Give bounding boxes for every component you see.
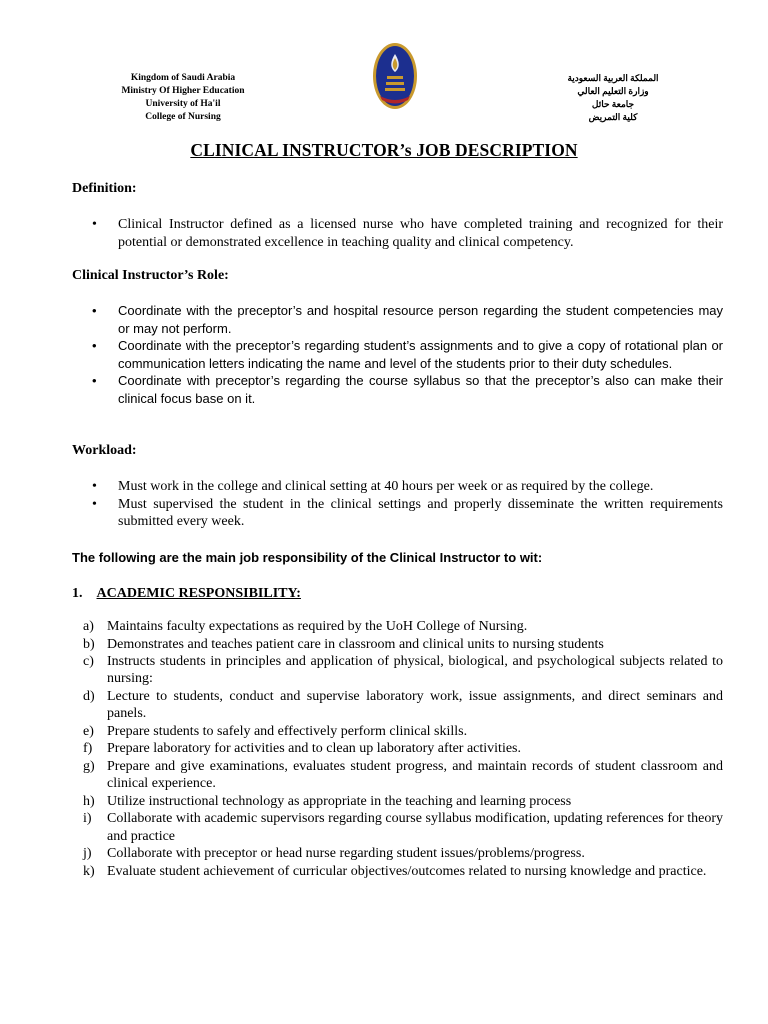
responsibility-item	[72, 618, 723, 635]
header-right-line: وزارة التعليم العالي	[577, 86, 649, 96]
role-item-text: Coordinate with preceptor’s regarding the course syllabus so that the preceptor’s also can make their clinical focus base on it.	[118, 373, 723, 406]
header-left-line: University of Ha'il	[145, 99, 221, 109]
responsibility-item	[72, 810, 723, 844]
item-letter: f)	[83, 741, 93, 757]
item-text: Instructs students in principles and application of physical, biological, and psychological subjects related to nursing:	[107, 654, 723, 687]
header-right-line: كلية التمريض	[588, 112, 638, 122]
item-letter: c)	[83, 654, 94, 670]
item-letter: d)	[83, 688, 95, 704]
responsibility-item	[72, 653, 723, 687]
bullet-icon: •	[92, 373, 97, 388]
header-left-line: College of Nursing	[145, 112, 221, 122]
bullet-icon: •	[92, 338, 97, 353]
item-letter: a)	[83, 619, 94, 634]
header-right-block	[548, 72, 678, 124]
header-left-line: Kingdom of Saudi Arabia	[130, 73, 236, 83]
section-number: 1.	[72, 586, 83, 601]
responsibility-item	[72, 863, 723, 880]
role-item-text: Coordinate with the preceptor’s regarding student’s assignments and to give a copy of rotational plan or communication letters indicating the name and level of the students prior to their duty schedules.	[118, 338, 723, 371]
responsibility-item	[72, 793, 723, 810]
item-text: Maintains faculty expectations as required by the UoH College of Nursing.	[107, 619, 528, 634]
responsibility-item	[72, 636, 723, 653]
bullet-icon: •	[92, 496, 97, 512]
item-text: Collaborate with academic supervisors regarding course syllabus modification, updating references for theory and practice	[107, 811, 723, 844]
responsibility-item	[72, 688, 723, 722]
workload-item	[72, 478, 723, 496]
role-item	[72, 337, 723, 372]
header-right-line: جامعة حائل	[591, 99, 635, 109]
responsibility-item	[72, 723, 723, 740]
bullet-icon: •	[92, 479, 97, 494]
responsibility-item	[72, 740, 723, 757]
academic-responsibility-heading	[72, 586, 301, 602]
role-item	[72, 372, 723, 407]
main-responsibility-intro: The following are the main job responsibility of the Clinical Instructor to wit:	[72, 550, 543, 565]
responsibility-item	[72, 845, 723, 862]
responsibility-item	[72, 758, 723, 792]
role-list	[72, 302, 723, 407]
item-letter: g)	[83, 758, 95, 774]
workload-item-text: Must supervised the student in the clinical settings and properly disseminate the written requirements submitted every week.	[118, 496, 723, 529]
role-item-text: Coordinate with the preceptor’s and hospital resource person regarding the student competencies may or may not perform.	[118, 303, 723, 336]
workload-list	[72, 478, 723, 531]
item-text: Prepare and give examinations, evaluates student progress, and maintain records of student classroom and clinical experience.	[107, 758, 723, 792]
definition-list	[72, 216, 723, 251]
section-title: ACADEMIC RESPONSIBILITY:	[96, 586, 301, 601]
document-title: CLINICAL INSTRUCTOR’s JOB DESCRIPTION	[190, 140, 578, 160]
item-letter: b)	[83, 636, 95, 652]
item-text: Prepare laboratory for activities and to clean up laboratory after activities.	[107, 741, 521, 757]
workload-item	[72, 496, 723, 531]
item-letter: e)	[83, 723, 94, 739]
item-text: Demonstrates and teaches patient care in classroom and clinical units to nursing students	[107, 636, 604, 652]
workload-heading: Workload:	[72, 443, 137, 458]
bullet-icon: •	[92, 217, 97, 232]
item-text: Lecture to students, conduct and supervise laboratory work, issue assignments, and direct seminars and panels.	[107, 688, 723, 722]
item-letter: i)	[83, 811, 92, 827]
workload-item-text: Must work in the college and clinical setting at 40 hours per week or as required by the college.	[118, 479, 654, 494]
item-letter: j)	[83, 846, 92, 862]
academic-responsibility-list	[72, 618, 723, 880]
university-logo	[372, 42, 418, 110]
header-left-line: Ministry Of Higher Education	[121, 86, 245, 96]
item-text: Utilize instructional technology as appropriate in the teaching and learning process	[107, 793, 572, 809]
item-text: Collaborate with preceptor or head nurse regarding student issues/problems/progress.	[107, 846, 585, 862]
role-item	[72, 302, 723, 337]
role-heading: Clinical Instructor’s Role:	[72, 268, 229, 283]
item-letter: h)	[83, 793, 95, 809]
item-letter: k)	[83, 863, 95, 879]
bullet-icon: •	[92, 303, 97, 318]
header-right-line: المملكة العربية السعودية	[567, 73, 659, 83]
header-left-block	[108, 72, 258, 124]
definition-heading: Definition:	[72, 181, 137, 196]
definition-item-text: Clinical Instructor defined as a licensed nurse who have completed training and recognized for their potential or demonstrated excellence in teaching quality and clinical competency.	[118, 217, 723, 250]
item-text: Prepare students to safely and effectively perform clinical skills.	[107, 723, 468, 739]
item-text: Evaluate student achievement of curricular objectives/outcomes related to nursing knowledge and practice.	[107, 863, 707, 879]
definition-item	[72, 216, 723, 251]
